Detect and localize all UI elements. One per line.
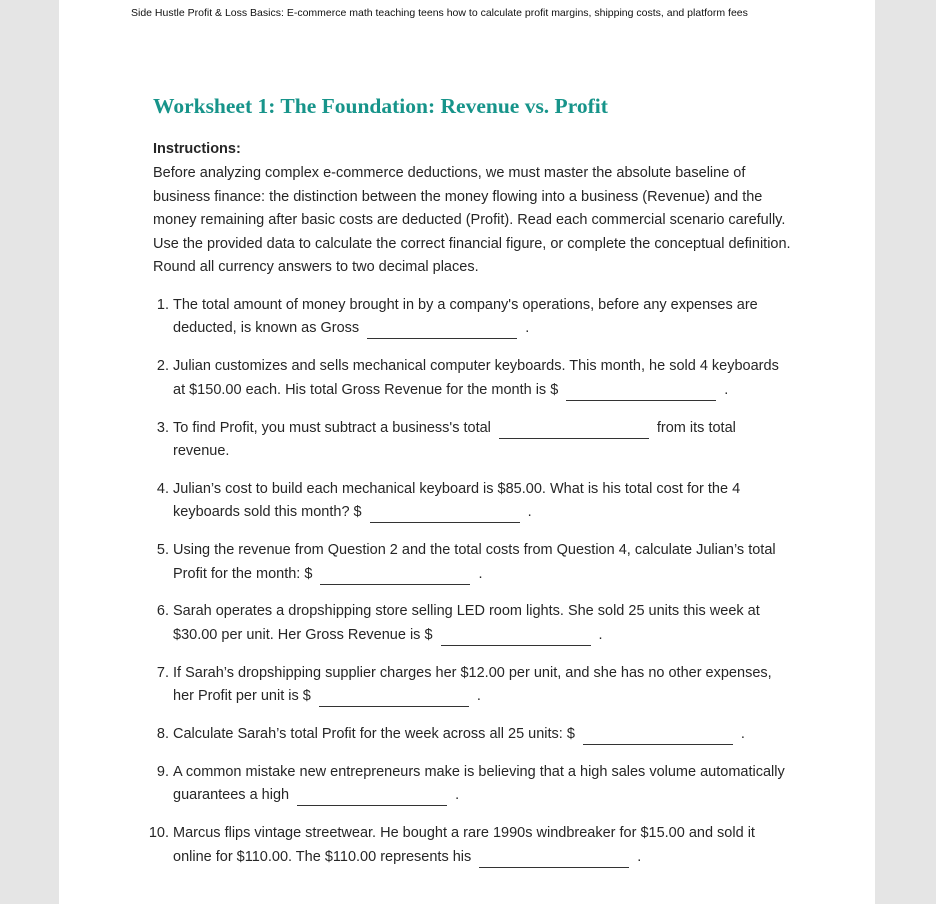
question-item — [153, 723, 793, 747]
question-text: Sarah operates a dropshipping store selling LED room lights. She sold 25 units this week at $30.00 per unit. Her Gross Revenue is $ — [173, 603, 760, 643]
question-text: If Sarah’s dropshipping supplier charges her $12.00 per unit, and she has no other expenses, her Profit per unit is $ — [173, 664, 772, 705]
question-list — [148, 294, 793, 869]
question-text-after: . — [525, 320, 530, 337]
question-text: Marcus flips vintage streetwear. He bought a rare 1990s windbreaker for $15.00 and sold it online for $110.00. The $110.00 represents his — [173, 825, 755, 865]
question-text: A common mistake new entrepreneurs make is believing that a high sales volume automatically guarantees a high — [173, 763, 785, 804]
answer-blank[interactable] — [479, 850, 629, 868]
question-text-after: from its total revenue. — [173, 419, 736, 460]
question-number: 5. — [156, 542, 169, 559]
answer-blank[interactable] — [499, 421, 649, 439]
question-text: Using the revenue from Question 2 and the total costs from Question 4, calculate Julian’s total Profit for the month: $ — [173, 542, 776, 582]
answer-blank[interactable] — [367, 321, 517, 339]
question-text-after: . — [476, 688, 481, 705]
question-text: To find Profit, you must subtract a business's total — [173, 419, 491, 436]
question-text-after: . — [740, 726, 745, 743]
answer-blank[interactable] — [319, 689, 469, 707]
question-text-after: . — [598, 626, 603, 643]
question-number: 3. — [156, 419, 169, 436]
question-number: 10. — [148, 825, 169, 842]
question-item — [153, 355, 793, 402]
answer-blank[interactable] — [297, 788, 447, 806]
question-text: The total amount of money brought in by a company's operations, before any expenses are deducted, is known as Gross — [173, 296, 758, 337]
question-text-after: . — [637, 848, 642, 865]
question-text-after: . — [455, 787, 460, 804]
question-text-after: . — [724, 381, 729, 398]
instructions-text: Before analyzing complex e-commerce deductions, we must master the absolute baseline of business finance: the distinction between the money flowing into a business (Revenue) and the money remaining after basic costs are deducted (Profit). Read each commercial scenario carefully. Use the provided data to calculate the correct financial figure, or complete the conceptual definition. Round all currency answers to two decimal places. — [153, 165, 791, 276]
question-item — [148, 822, 793, 869]
question-item — [153, 761, 793, 808]
question-item — [153, 417, 793, 464]
question-text-after: . — [478, 565, 483, 582]
worksheet-content — [148, 91, 793, 883]
question-item — [153, 294, 793, 341]
answer-blank[interactable] — [566, 383, 716, 401]
question-item — [153, 600, 793, 647]
answer-blank[interactable] — [441, 628, 591, 646]
worksheet-title: Worksheet 1: The Foundation: Revenue vs. Profit — [153, 94, 608, 118]
running-header: Side Hustle Profit & Loss Basics: E-commerce math teaching teens how to calculate profit margins, shipping costs, and platform fees — [131, 7, 748, 19]
answer-blank[interactable] — [370, 505, 520, 523]
question-text: Julian customizes and sells mechanical computer keyboards. This month, he sold 4 keyboards at $150.00 each. His total Gross Revenue for the month is $ — [173, 358, 779, 398]
question-text-after: . — [527, 504, 532, 521]
question-item — [153, 662, 793, 709]
question-number: 7. — [156, 664, 169, 681]
instructions-label: Instructions: — [153, 141, 241, 157]
worksheet-page — [59, 0, 875, 904]
question-number: 1. — [156, 296, 169, 313]
question-number: 9. — [156, 763, 169, 780]
question-number: 6. — [156, 603, 169, 620]
question-text: Calculate Sarah’s total Profit for the week across all 25 units: $ — [173, 726, 575, 743]
question-text: Julian’s cost to build each mechanical keyboard is $85.00. What is his total cost for the 4 keyboards sold this month? $ — [173, 480, 741, 521]
question-item — [153, 478, 793, 525]
question-item — [153, 539, 793, 586]
answer-blank[interactable] — [320, 567, 470, 585]
answer-blank[interactable] — [583, 727, 733, 745]
question-number: 2. — [156, 358, 169, 375]
question-number: 4. — [156, 480, 169, 497]
question-number: 8. — [156, 726, 169, 743]
